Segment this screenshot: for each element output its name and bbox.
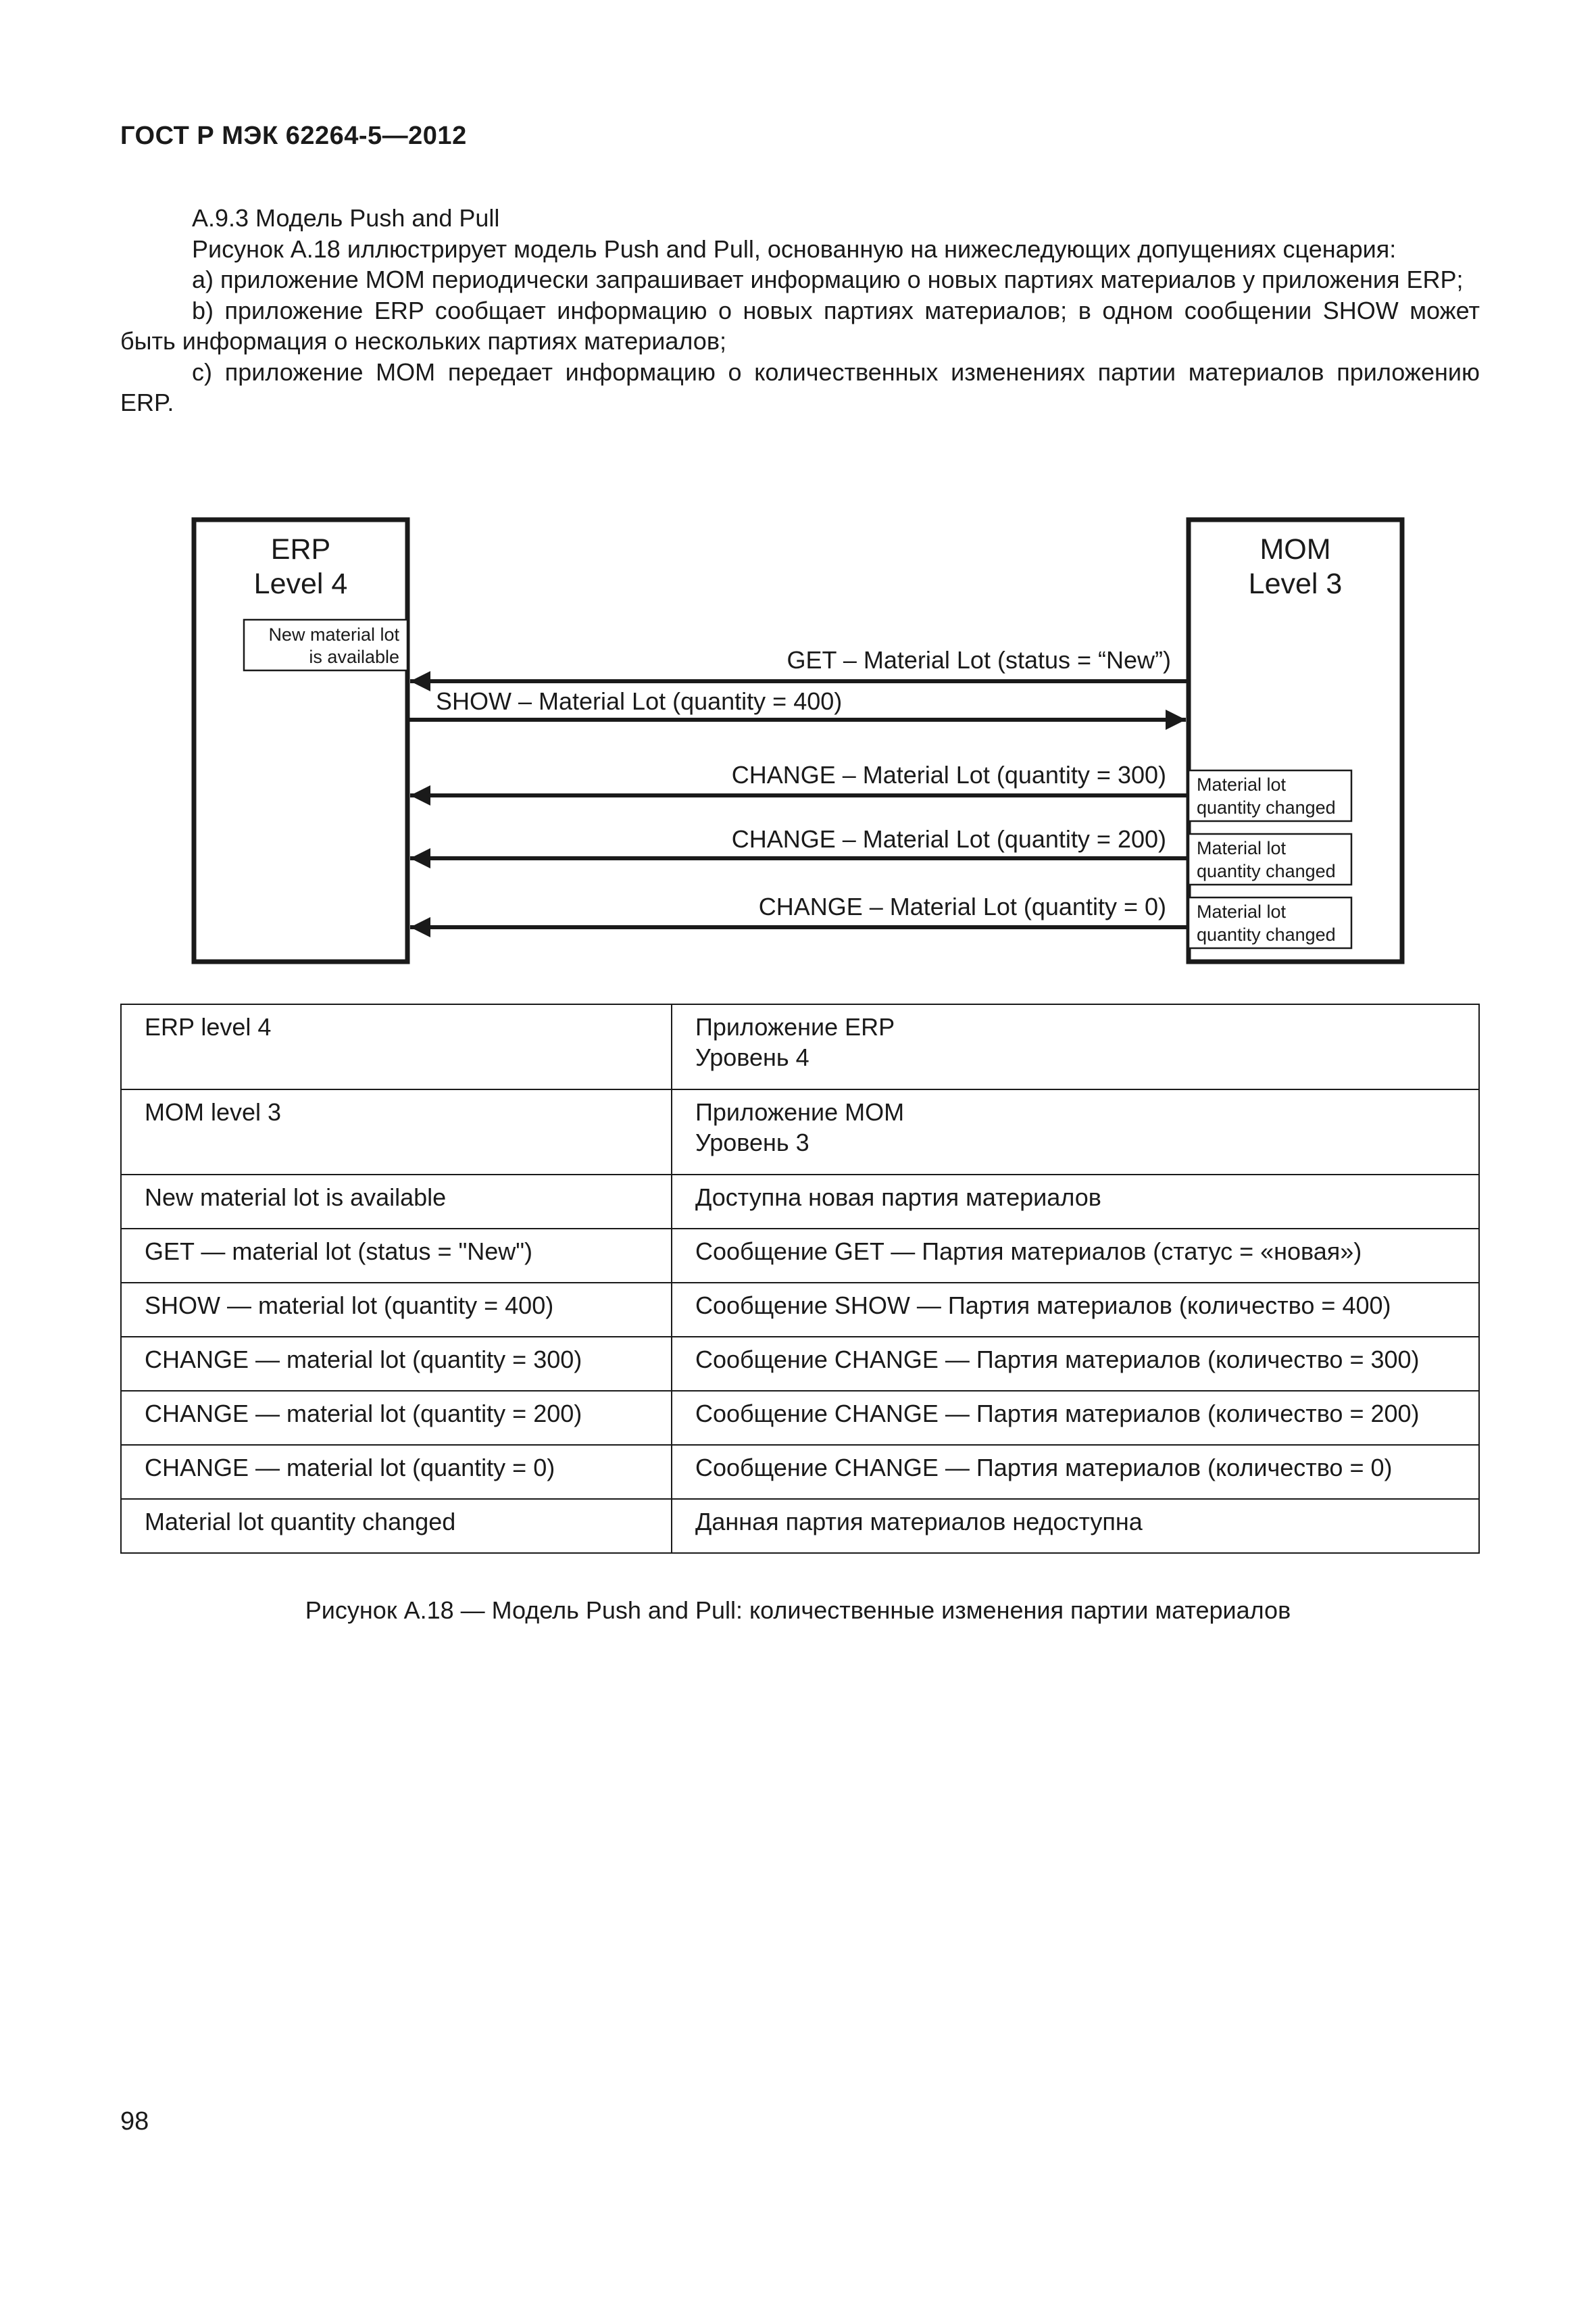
erp-note-line2: is available <box>309 647 399 667</box>
mom-note-line2: quantity changed <box>1197 925 1336 945</box>
mom-note-line1: Material lot <box>1197 774 1287 795</box>
legend-term: GET — material lot (status = "New") <box>121 1229 672 1283</box>
erp-level: Level 4 <box>253 568 348 600</box>
legend-table <box>120 1004 1480 1554</box>
legend-translation: Сообщение CHANGE — Партия материалов (количество = 0) <box>672 1445 1479 1499</box>
page-number: 98 <box>120 2107 149 2136</box>
mom-title: MOM <box>1260 533 1331 566</box>
legend-term: MOM level 3 <box>121 1089 672 1175</box>
table-row <box>121 1391 1479 1445</box>
legend-translation: Доступна новая партия материалов <box>672 1175 1479 1229</box>
list-item-b: b) приложение ERP сообщает информацию о новых партиях материалов; в одном сообщении SHOW может быть информация о нескольких партиях материалов; <box>120 296 1480 355</box>
mom-level: Level 3 <box>1248 568 1343 600</box>
table-row <box>121 1499 1479 1553</box>
erp-title: ERP <box>270 533 331 566</box>
sequence-diagram <box>0 0 1596 980</box>
legend-translation: Приложение MOM Уровень 3 <box>672 1089 1479 1175</box>
message-label-show: SHOW – Material Lot (quantity = 400) <box>436 687 843 715</box>
table-row <box>121 1229 1479 1283</box>
erp-note-line1: New material lot <box>268 624 399 645</box>
list-item-c: с) приложение MOM передает информацию о количественных изменениях партии материалов приложению ERP. <box>120 358 1480 416</box>
table-row <box>121 1175 1479 1229</box>
legend-term: SHOW — material lot (quantity = 400) <box>121 1283 672 1337</box>
document-header: ГОСТ Р МЭК 62264-5—2012 <box>120 122 467 150</box>
table-row <box>121 1445 1479 1499</box>
message-label-get: GET – Material Lot (status = “New”) <box>787 646 1171 674</box>
legend-term: Material lot quantity changed <box>121 1499 672 1553</box>
list-item-a: а) приложение MOM периодически запрашивает информацию о новых партиях материалов у приложения ERP; <box>192 266 1464 293</box>
legend-term: CHANGE — material lot (quantity = 300) <box>121 1337 672 1391</box>
legend-translation: Сообщение SHOW — Партия материалов (количество = 400) <box>672 1283 1479 1337</box>
mom-note-line2: quantity changed <box>1197 797 1336 818</box>
legend-translation: Данная партия материалов недоступна <box>672 1499 1479 1553</box>
mom-note-line1: Material lot <box>1197 838 1287 858</box>
legend-translation: Приложение ERP Уровень 4 <box>672 1004 1479 1089</box>
legend-translation: Сообщение GET — Партия материалов (статус = «новая») <box>672 1229 1479 1283</box>
legend-translation: Сообщение CHANGE — Партия материалов (количество = 300) <box>672 1337 1479 1391</box>
legend-term: ERP level 4 <box>121 1004 672 1089</box>
intro-paragraph: Рисунок А.18 иллюстрирует модель Push and Pull, основанную на нижеследующих допущениях сценария: <box>192 235 1397 263</box>
table-row <box>121 1004 1479 1089</box>
section-heading: А.9.3 Модель Push and Pull <box>192 204 500 232</box>
message-label-change-0: CHANGE – Material Lot (quantity = 0) <box>758 893 1166 920</box>
mom-note-line1: Material lot <box>1197 902 1287 922</box>
legend-term: CHANGE — material lot (quantity = 200) <box>121 1391 672 1445</box>
legend-term: CHANGE — material lot (quantity = 0) <box>121 1445 672 1499</box>
table-row <box>121 1337 1479 1391</box>
message-label-change-200: CHANGE – Material Lot (quantity = 200) <box>731 825 1166 853</box>
mom-note-line2: quantity changed <box>1197 861 1336 881</box>
table-row <box>121 1283 1479 1337</box>
legend-term: New material lot is available <box>121 1175 672 1229</box>
table-row <box>121 1089 1479 1175</box>
legend-translation: Сообщение CHANGE — Партия материалов (количество = 200) <box>672 1391 1479 1445</box>
message-label-change-300: CHANGE – Material Lot (quantity = 300) <box>731 761 1166 789</box>
figure-caption: Рисунок А.18 — Модель Push and Pull: количественные изменения партии материалов <box>305 1596 1291 1624</box>
